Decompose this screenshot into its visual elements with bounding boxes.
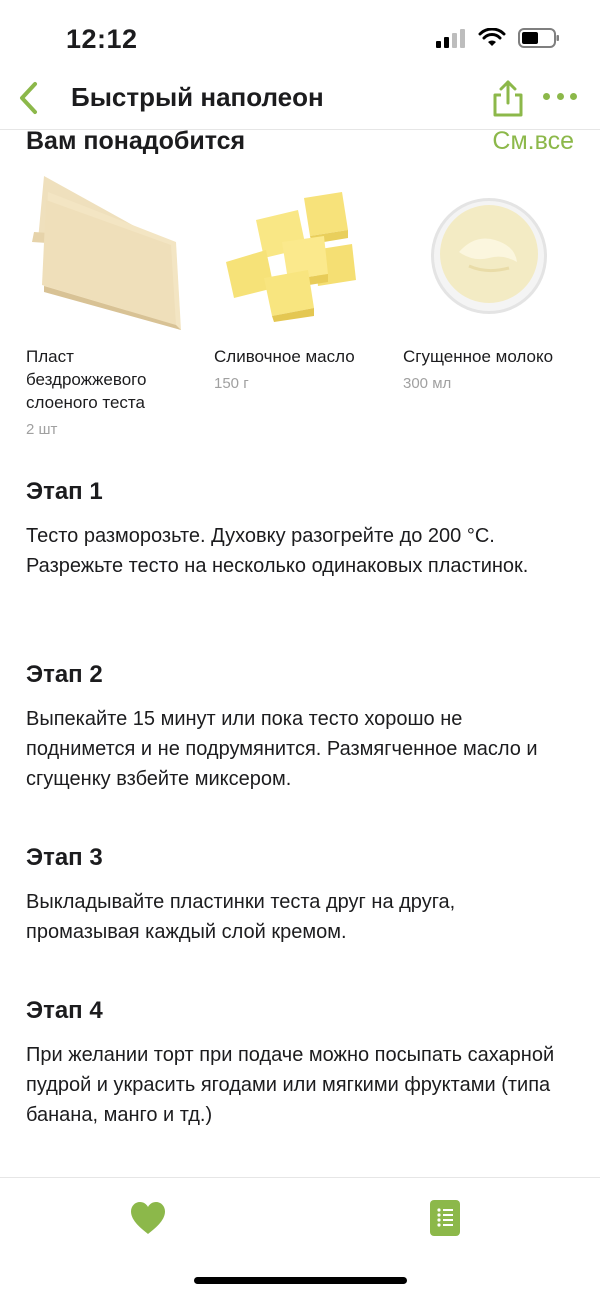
share-icon: [490, 78, 526, 118]
signal-icon: [436, 28, 466, 48]
see-all-link[interactable]: См.все: [492, 127, 574, 155]
list-button[interactable]: [430, 1200, 460, 1236]
ingredients-title: Вам понадобится: [26, 127, 246, 155]
step-block: [26, 997, 574, 1130]
back-button[interactable]: [12, 78, 44, 118]
status-time: 12:12: [66, 24, 138, 54]
ingredient-name: Сливочное масло: [214, 347, 355, 366]
ingredient-name: Пласт бездрожжевого слоеного теста: [26, 347, 147, 412]
ingredient-image-condensed-milk: [403, 170, 573, 335]
chevron-left-icon: [17, 81, 39, 115]
step-block: [26, 478, 574, 581]
ingredient-card[interactable]: [214, 170, 384, 392]
ingredient-image-puff-pastry: [26, 170, 196, 335]
ingredient-name: Сгущенное молоко: [403, 347, 554, 366]
battery-icon: [518, 28, 560, 48]
share-button[interactable]: [490, 78, 526, 118]
ingredient-card[interactable]: [403, 170, 573, 392]
step-block: [26, 844, 574, 947]
ingredient-card[interactable]: [26, 170, 196, 438]
ingredient-qty: 300 мл: [403, 375, 452, 392]
list-icon: [430, 1200, 460, 1236]
status-bar: [0, 0, 600, 78]
home-indicator[interactable]: [194, 1277, 407, 1284]
step-block: [26, 661, 574, 794]
step-text: При желании торт при подаче можно посыпать сахарной пудрой и украсить ягодами или мягкими фруктами (типа банана, манго и тд.): [26, 1044, 555, 1126]
step-text: Тесто разморозьте. Духовку разогрейте до 200 °C. Разрежьте тесто на несколько одинаковых пластинок.: [26, 525, 529, 577]
more-icon: [543, 93, 550, 100]
page-title: Быстрый наполеон: [71, 82, 324, 112]
heart-icon: [128, 1198, 168, 1238]
wifi-icon: [478, 28, 506, 48]
step-text: Выпекайте 15 минут или пока тесто хорошо не поднимется и не подрумянится. Размягченное масло и сгущенку взбейте миксером.: [26, 708, 538, 790]
step-title: Этап 4: [26, 997, 103, 1024]
nav-bar: [0, 68, 600, 130]
ingredient-qty: 2 шт: [26, 421, 58, 438]
step-text: Выкладывайте пластинки теста друг на друга, промазывая каждый слой кремом.: [26, 891, 456, 943]
step-title: Этап 3: [26, 844, 103, 871]
ingredient-image-butter: [214, 170, 384, 335]
ingredient-qty: 150 г: [214, 375, 249, 392]
more-button[interactable]: [543, 86, 577, 106]
status-icons: [436, 28, 560, 48]
favorite-button[interactable]: [128, 1198, 168, 1238]
step-title: Этап 1: [26, 478, 103, 505]
step-title: Этап 2: [26, 661, 103, 688]
